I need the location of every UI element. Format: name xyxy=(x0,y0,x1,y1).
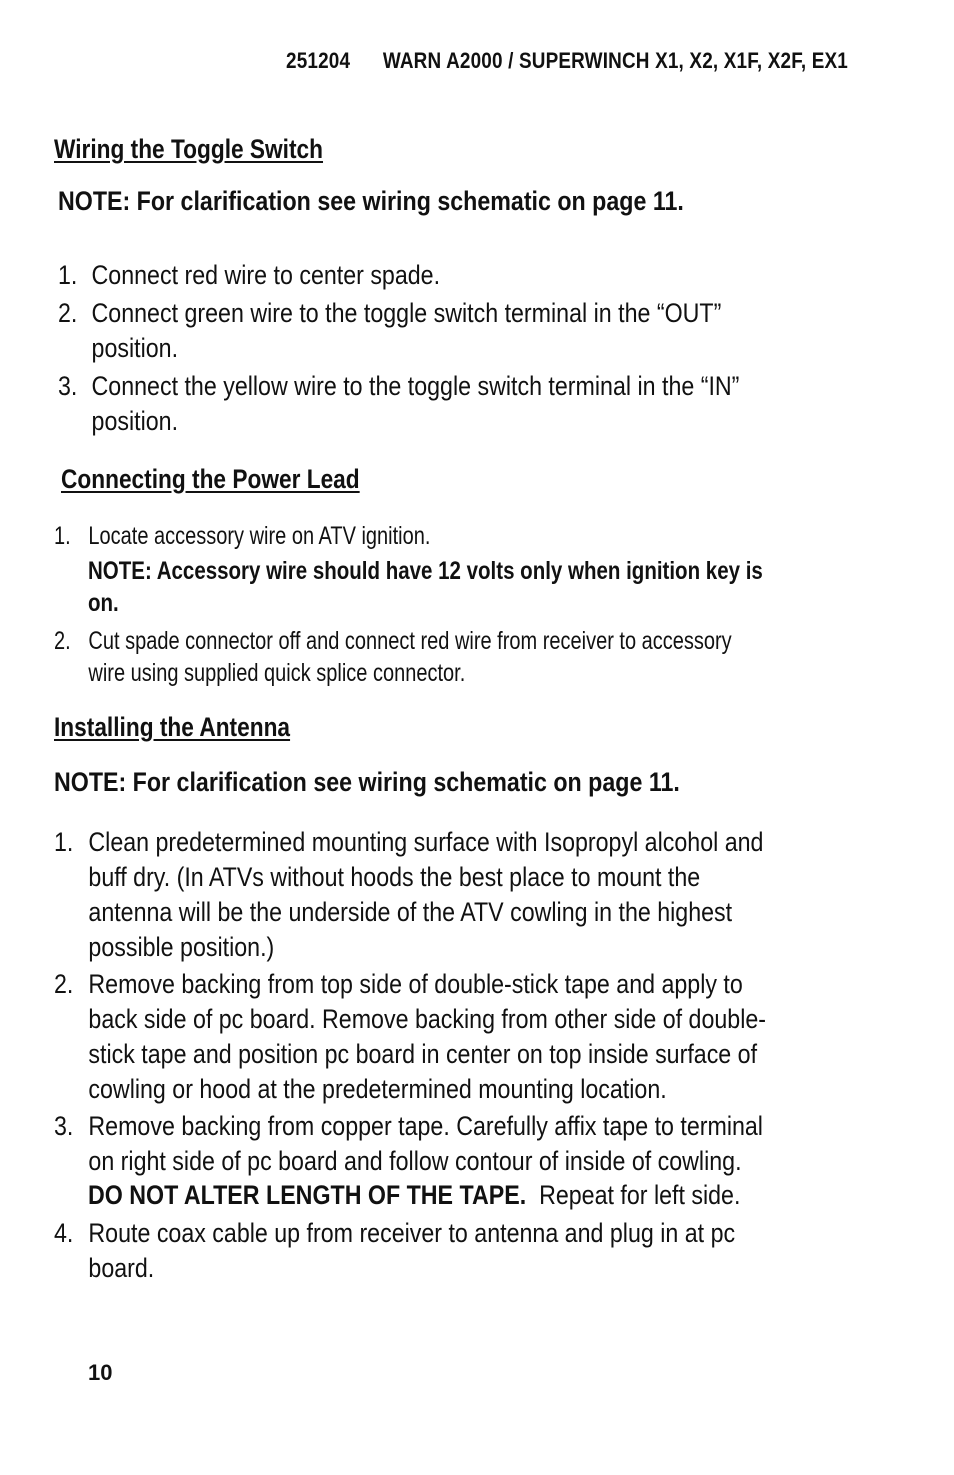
document-title: WARN A2000 / SUPERWINCH X1, X2, X1F, X2F, EX1 xyxy=(382,48,848,73)
step-text: Connect the yellow wire to the toggle switch terminal in the “IN” position. xyxy=(91,371,740,436)
step-text: Locate accessory wire on ATV ignition. xyxy=(88,522,431,550)
step-text: Remove backing from copper tape. Carefully affix tape to terminal on right side of pc board and follow contour of inside of cowling. xyxy=(88,1111,763,1176)
toggle-section-heading: Wiring the Toggle Switch xyxy=(54,134,324,164)
antenna-section-note: NOTE: For clarification see wiring schematic on page 11. xyxy=(54,767,680,797)
step-text: Clean predetermined mounting surface with Isopropyl alcohol and buff dry. (In ATVs without hoods the best place to mount the antenna will be the underside of the ATV cowling in the highest possible position.) xyxy=(88,827,764,962)
page-header xyxy=(286,48,848,74)
step-text: Cut spade connector off and connect red wire from receiver to accessory wire using supplied quick splice connector. xyxy=(88,627,732,687)
tape-length-warning: DO NOT ALTER LENGTH OF THE TAPE. xyxy=(88,1180,527,1210)
step-number: 2. xyxy=(58,298,78,328)
step-number: 2. xyxy=(54,627,71,655)
page-number: 10 xyxy=(88,1360,113,1385)
step-text: Remove backing from top side of double-stick tape and apply to back side of pc board. Remove backing from other side of double- stick tape and position pc board in center on top inside surface of cowling or hood at the predetermined mounting location. xyxy=(88,969,767,1104)
step-number: 4. xyxy=(54,1218,74,1248)
step-number: 1. xyxy=(54,522,71,550)
repeat-instruction: Repeat for left side. xyxy=(539,1180,741,1210)
power-step-1-note: NOTE: Accessory wire should have 12 volts only when ignition key is on. xyxy=(88,557,763,617)
step-number: 2. xyxy=(54,969,74,999)
antenna-step-3-warning-line xyxy=(88,1178,740,1213)
step-number: 1. xyxy=(54,827,74,857)
step-number: 3. xyxy=(54,1111,74,1141)
document-code: 251204 xyxy=(286,48,351,73)
antenna-section-heading: Installing the Antenna xyxy=(54,712,291,742)
step-number: 1. xyxy=(58,260,78,290)
toggle-section-note: NOTE: For clarification see wiring schematic on page 11. xyxy=(58,186,684,216)
step-text: Connect red wire to center spade. xyxy=(91,260,441,290)
step-number: 3. xyxy=(58,371,78,401)
power-section-heading: Connecting the Power Lead xyxy=(61,464,360,494)
step-text: Connect green wire to the toggle switch terminal in the “OUT” position. xyxy=(91,298,722,363)
step-text: Route coax cable up from receiver to antenna and plug in at pc board. xyxy=(88,1218,736,1283)
